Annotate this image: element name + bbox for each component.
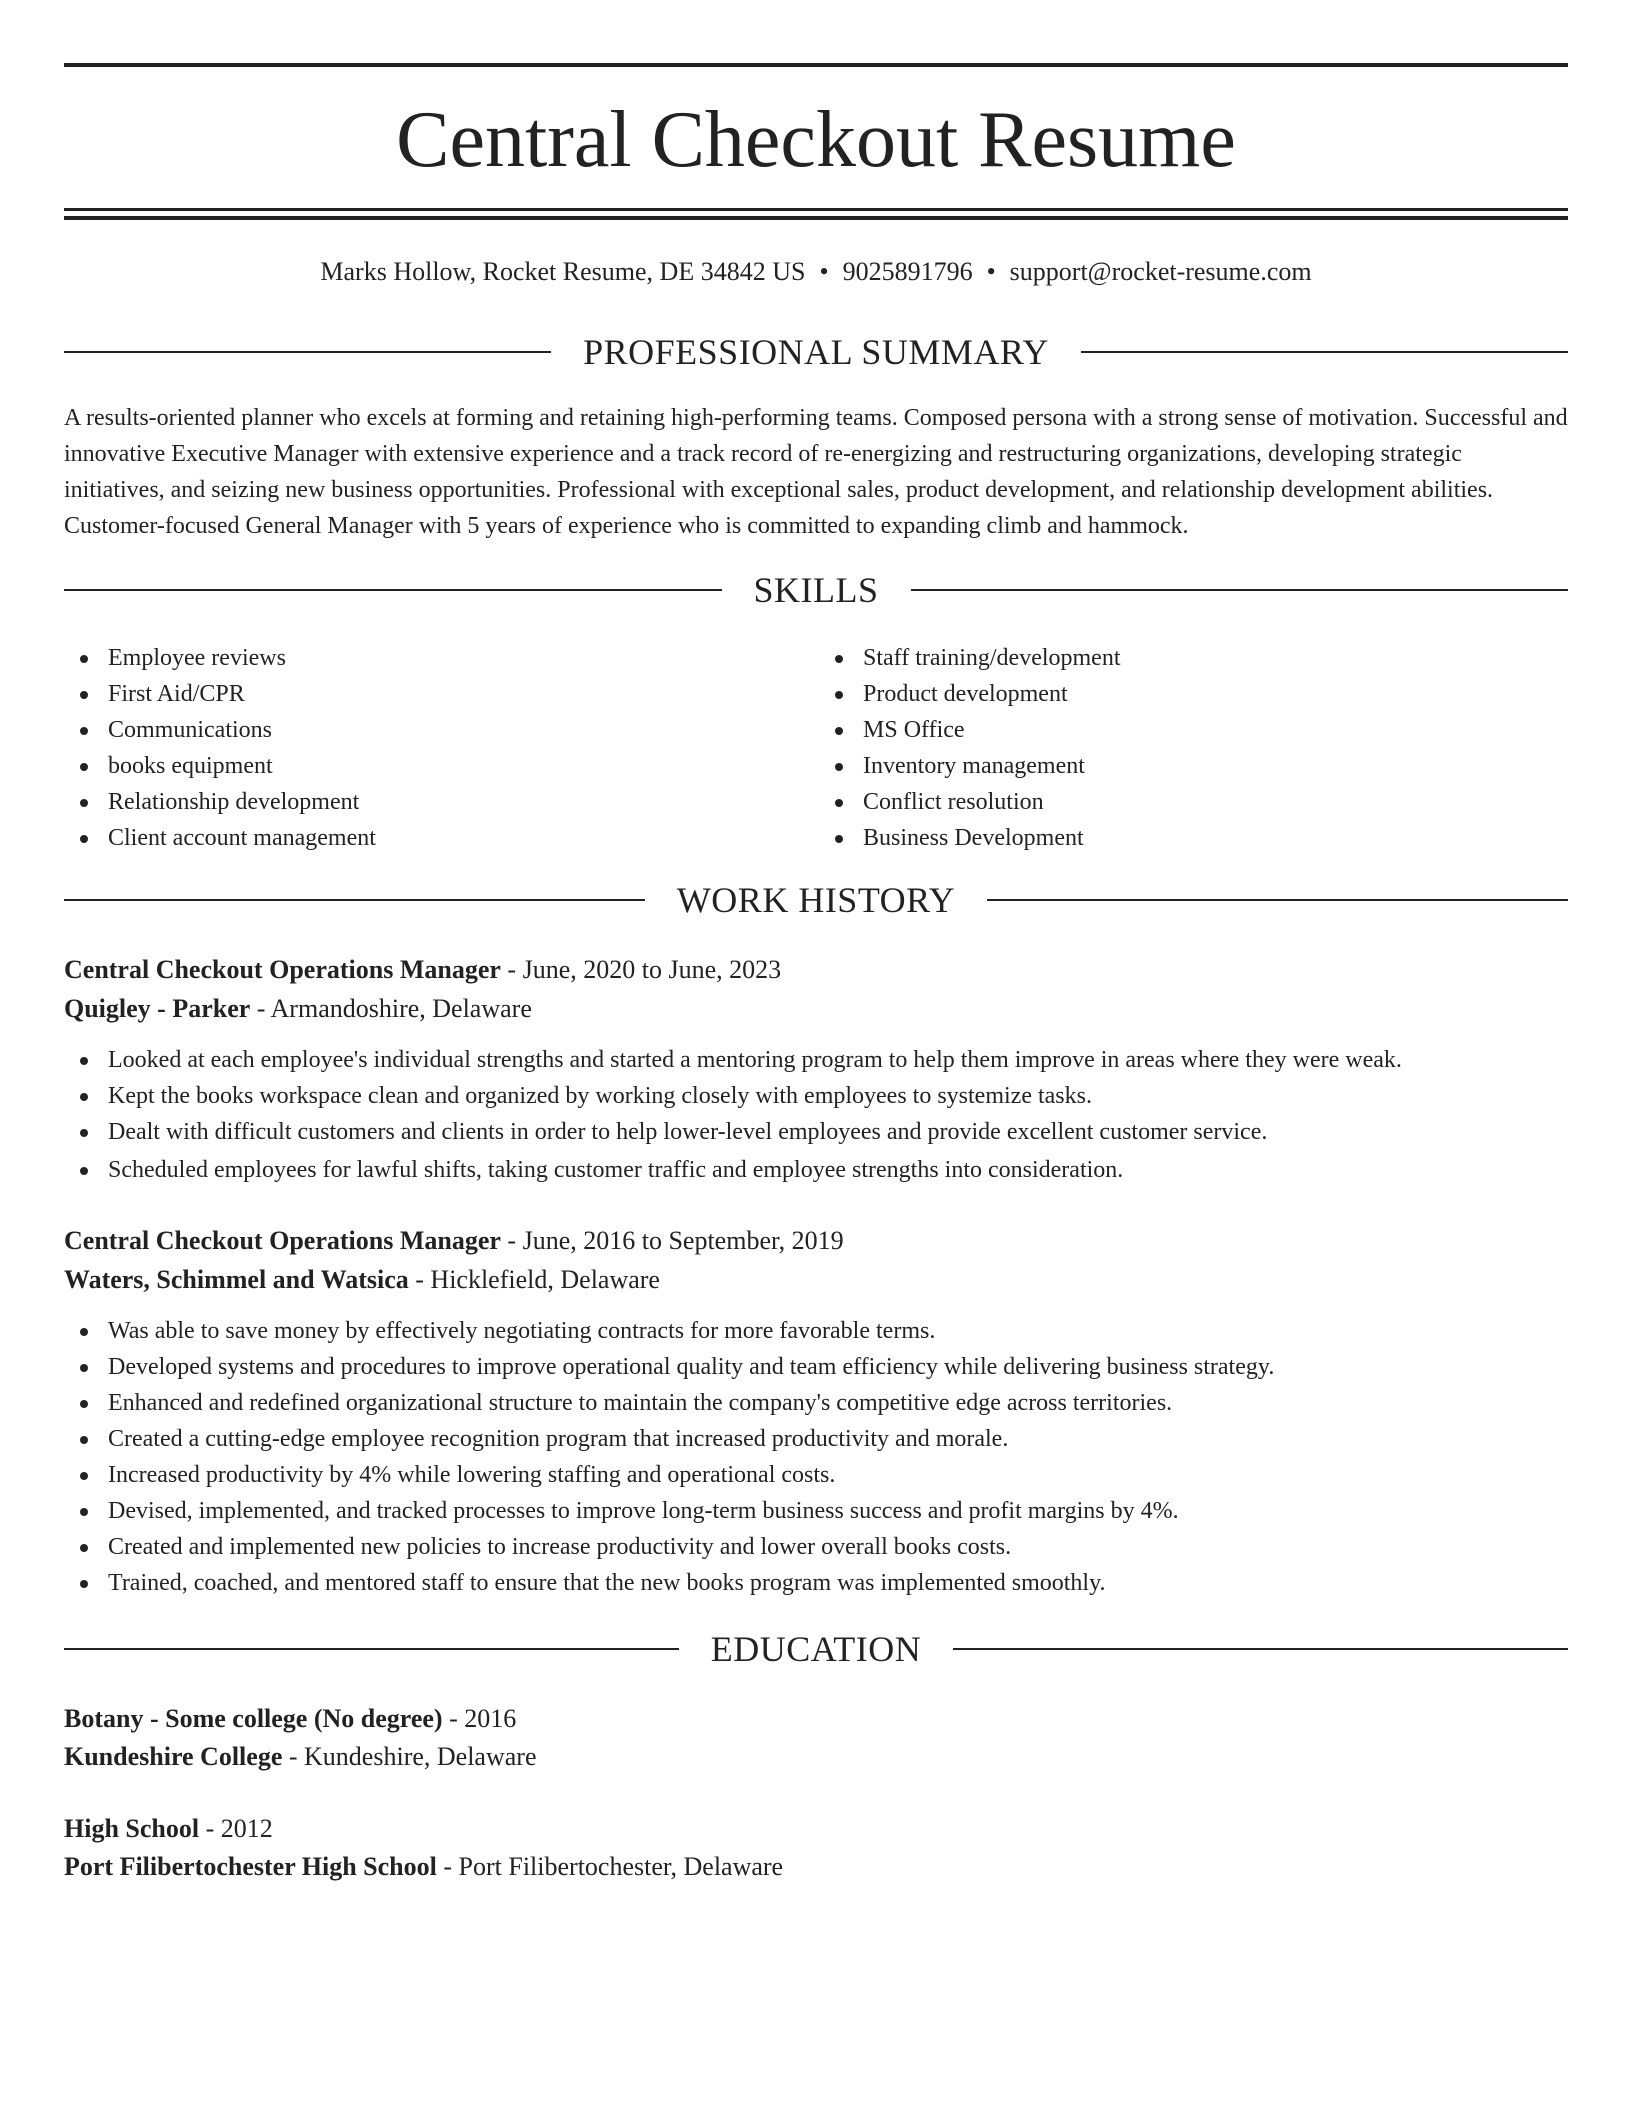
dash: -	[500, 955, 523, 984]
skill-item: Client account management	[64, 820, 813, 856]
dash: -	[199, 1814, 221, 1843]
dash: -	[408, 1265, 431, 1294]
contact-separator: •	[819, 257, 829, 286]
job-title: Central Checkout Operations Manager	[64, 955, 501, 984]
dash: -	[250, 994, 271, 1023]
contact-separator: •	[986, 257, 996, 286]
job-bullets	[64, 1042, 1568, 1188]
skills-columns	[64, 640, 1568, 856]
job-title: Central Checkout Operations Manager	[64, 1226, 501, 1255]
dash: -	[442, 1704, 465, 1733]
skill-item: Staff training/development	[819, 640, 1568, 676]
title-double-rule	[64, 208, 1568, 220]
job-bullet: Devised, implemented, and tracked processes to improve long-term business success and profit margins by 4%.	[64, 1493, 1568, 1529]
job-entry	[64, 1221, 1568, 1601]
dash: -	[436, 1852, 459, 1881]
skill-item: Conflict resolution	[819, 784, 1568, 820]
education-degree: Botany - Some college (No degree)	[64, 1704, 443, 1733]
job-company: Waters, Schimmel and Watsica	[64, 1265, 409, 1294]
job-company: Quigley - Parker	[64, 994, 251, 1023]
section-title-education: EDUCATION	[710, 1629, 922, 1669]
job-dates: June, 2020 to June, 2023	[522, 955, 782, 984]
education-school-line	[64, 1738, 1568, 1776]
skills-list-right	[813, 640, 1568, 856]
contact-line	[64, 254, 1568, 290]
education-year: 2016	[464, 1704, 517, 1733]
dash: -	[282, 1742, 305, 1771]
resume-title: Central Checkout Resume	[396, 96, 1236, 184]
job-bullet: Enhanced and redefined organizational structure to maintain the company's competitive edge across territories.	[64, 1385, 1568, 1421]
skill-item: Employee reviews	[64, 640, 813, 676]
job-bullet: Was able to save money by effectively negotiating contracts for more favorable terms.	[64, 1313, 1568, 1349]
section-rule	[953, 1648, 1568, 1650]
section-rule	[911, 589, 1569, 591]
skill-item: MS Office	[819, 712, 1568, 748]
education-location: Port Filibertochester, Delaware	[458, 1852, 784, 1881]
contact-phone: 9025891796	[842, 257, 973, 286]
skills-list-left	[64, 640, 813, 856]
education-school: Port Filibertochester High School	[64, 1852, 437, 1881]
job-bullet: Dealt with difficult customers and clients in order to help lower-level employees and provide excellent customer service.	[64, 1114, 1568, 1150]
education-school: Kundeshire College	[64, 1742, 283, 1771]
education-school-line	[64, 1848, 1568, 1886]
job-location: Hicklefield, Delaware	[430, 1265, 660, 1294]
section-rule	[64, 589, 722, 591]
job-entry	[64, 950, 1568, 1188]
job-company-line	[64, 1260, 1568, 1299]
job-title-line	[64, 950, 1568, 989]
dash: -	[500, 1226, 523, 1255]
skill-item: Business Development	[819, 820, 1568, 856]
education-entry	[64, 1810, 1568, 1886]
job-bullet: Created and implemented new policies to increase productivity and lower overall books costs.	[64, 1529, 1568, 1565]
contact-address: Marks Hollow, Rocket Resume, DE 34842 US	[320, 257, 806, 286]
education-location: Kundeshire, Delaware	[304, 1742, 537, 1771]
skill-item: Product development	[819, 676, 1568, 712]
job-bullet: Kept the books workspace clean and organized by working closely with employees to systemize tasks.	[64, 1078, 1568, 1114]
section-header-skills	[64, 568, 1568, 612]
section-title-skills: SKILLS	[753, 570, 879, 610]
education-year: 2012	[220, 1814, 273, 1843]
section-rule	[1081, 351, 1568, 353]
job-bullet: Trained, coached, and mentored staff to ensure that the new books program was implemented smoothly.	[64, 1565, 1568, 1601]
job-bullet: Created a cutting-edge employee recognition program that increased productivity and morale.	[64, 1421, 1568, 1457]
job-bullet: Increased productivity by 4% while lowering staffing and operational costs.	[64, 1457, 1568, 1493]
section-rule	[64, 899, 645, 901]
job-bullet: Developed systems and procedures to improve operational quality and team efficiency while delivering business strategy.	[64, 1349, 1568, 1385]
skill-item: Relationship development	[64, 784, 813, 820]
skill-item: First Aid/CPR	[64, 676, 813, 712]
section-title-summary: PROFESSIONAL SUMMARY	[583, 332, 1049, 372]
skill-item: Inventory management	[819, 748, 1568, 784]
section-rule	[987, 899, 1568, 901]
job-bullets	[64, 1313, 1568, 1601]
section-header-education	[64, 1627, 1568, 1671]
section-rule	[64, 351, 551, 353]
job-dates: June, 2016 to September, 2019	[522, 1226, 844, 1255]
job-bullet: Scheduled employees for lawful shifts, taking customer traffic and employee strengths into consideration.	[64, 1152, 1568, 1188]
section-header-summary	[64, 330, 1568, 374]
education-degree-line	[64, 1700, 1568, 1738]
section-header-work	[64, 878, 1568, 922]
skill-item: books equipment	[64, 748, 813, 784]
job-title-line	[64, 1221, 1568, 1260]
education-degree-line	[64, 1810, 1568, 1848]
job-location: Armandoshire, Delaware	[270, 994, 532, 1023]
summary-paragraph: A results-oriented planner who excels at forming and retaining high-performing teams. Composed persona with a strong sense of motivation. Successful and innovative Executive Manager with extensive experience and a track record of re-energizing and restructuring organizations, developing strategic initiatives, and seizing new business opportunities. Professional with exceptional sales, product development, and relationship development abilities. Customer-focused General Manager with 5 years of experience who is committed to expanding climb and hammock.	[64, 405, 1568, 539]
top-rule	[64, 63, 1568, 67]
skill-item: Communications	[64, 712, 813, 748]
job-company-line	[64, 989, 1568, 1028]
contact-email: support@rocket-resume.com	[1009, 257, 1312, 286]
education-degree: High School	[64, 1814, 200, 1843]
job-bullet: Looked at each employee's individual strengths and started a mentoring program to help them improve in areas where they were weak.	[64, 1042, 1568, 1078]
section-rule	[64, 1648, 679, 1650]
education-entry	[64, 1700, 1568, 1776]
section-title-work: WORK HISTORY	[676, 880, 956, 920]
